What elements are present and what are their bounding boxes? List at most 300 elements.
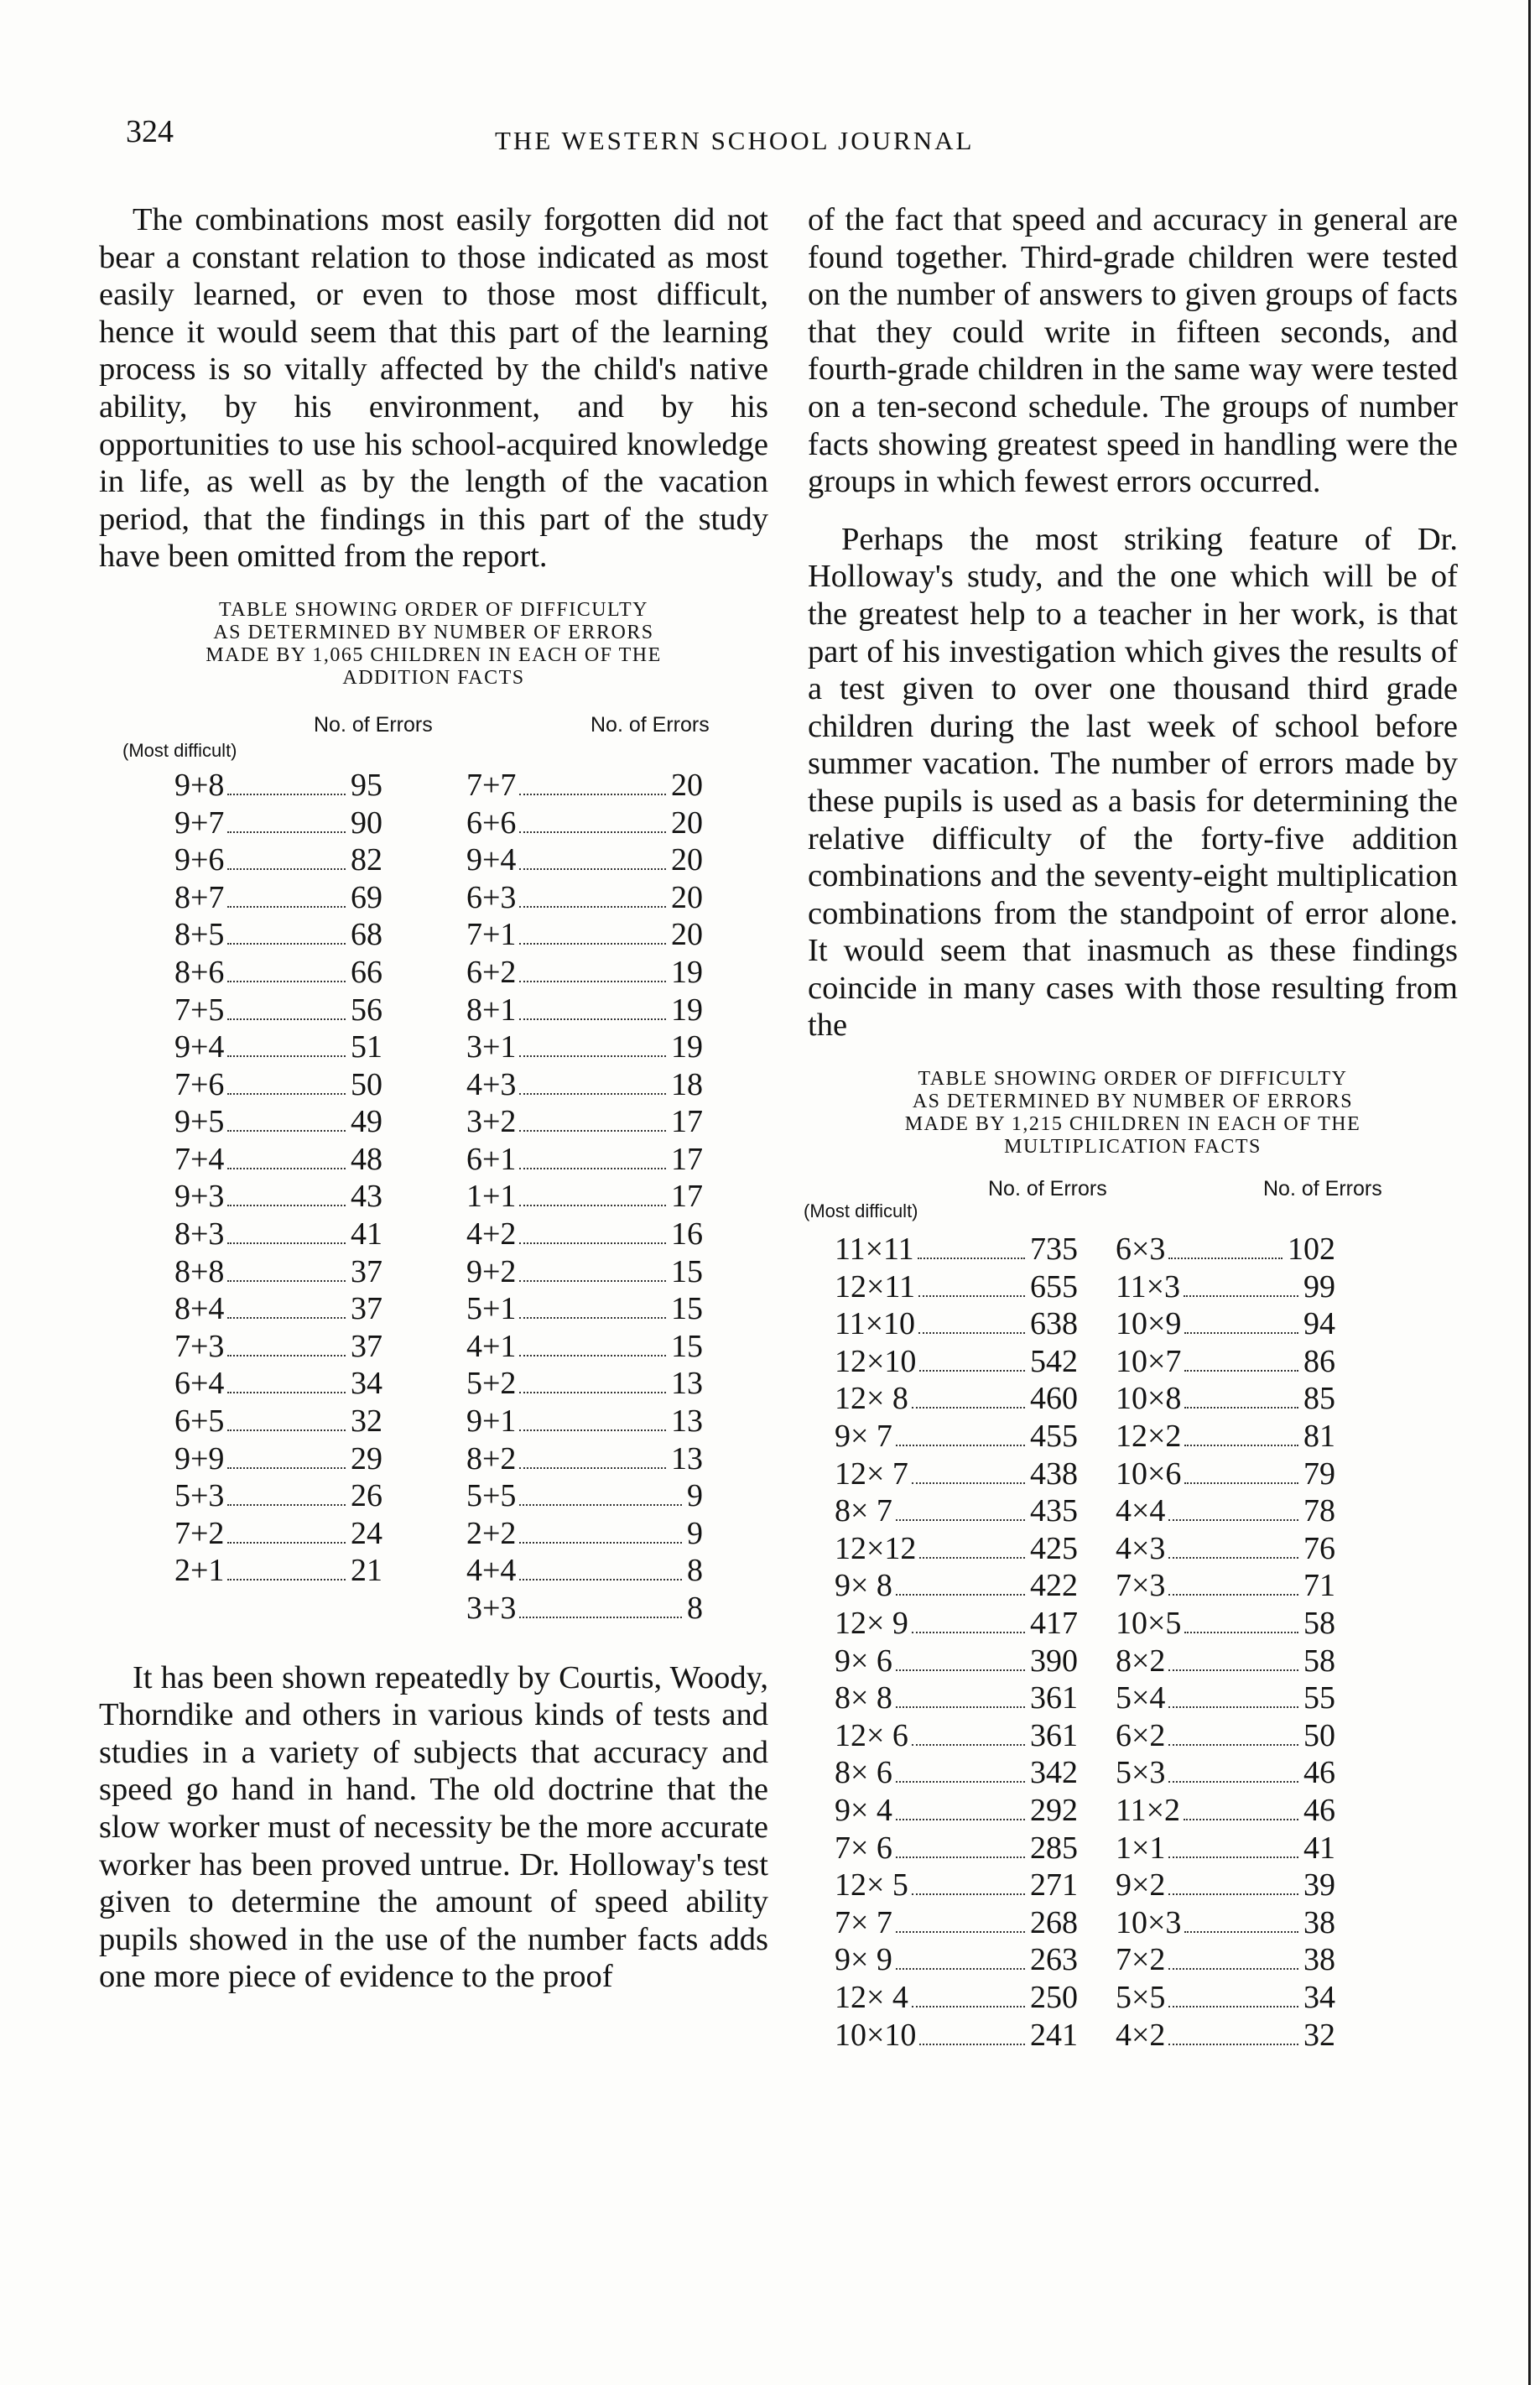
addition-row xyxy=(174,1028,382,1066)
addition-row xyxy=(174,805,382,842)
addition-fact: 4+2 xyxy=(466,1216,517,1252)
multiplication-errors: 638 xyxy=(1030,1306,1078,1342)
dot-leader xyxy=(227,1504,346,1506)
addition-row xyxy=(174,1103,382,1141)
addition-fact: 1+1 xyxy=(466,1179,517,1215)
multiplication-fact: 9× 9 xyxy=(835,1942,892,1978)
dot-leader xyxy=(519,1504,682,1506)
dot-leader xyxy=(227,1392,346,1393)
addition-fact: 8+4 xyxy=(174,1291,225,1327)
multiplication-row xyxy=(835,1605,1078,1643)
multiplication-fact: 7×2 xyxy=(1116,1942,1166,1978)
multiplication-row xyxy=(835,1792,1078,1830)
addition-fact: 8+1 xyxy=(466,992,517,1028)
dot-leader xyxy=(227,831,346,833)
addition-fact: 9+8 xyxy=(174,767,225,803)
addition-fact: 9+4 xyxy=(466,842,517,878)
dot-leader xyxy=(519,1093,666,1095)
dot-leader xyxy=(519,1242,666,1244)
addition-row xyxy=(174,1403,382,1440)
dot-leader xyxy=(519,906,666,908)
dot-leader xyxy=(1184,1819,1298,1820)
multiplication-fact: 6×3 xyxy=(1116,1232,1166,1268)
multiplication-fact: 9×2 xyxy=(1116,1867,1166,1903)
addition-row xyxy=(466,1515,703,1553)
addition-row xyxy=(466,1066,703,1104)
addition-errors: 19 xyxy=(671,992,703,1028)
addition-fact: 9+2 xyxy=(466,1253,517,1289)
dot-leader xyxy=(227,1467,346,1469)
multiplication-fact: 11×11 xyxy=(835,1232,914,1268)
multiplication-table-header xyxy=(804,1177,1458,1231)
addition-table xyxy=(99,599,768,1627)
addition-fact: 8+8 xyxy=(174,1253,225,1289)
multiplication-errors: 79 xyxy=(1303,1455,1335,1492)
addition-errors: 9 xyxy=(687,1478,703,1514)
addition-fact: 6+6 xyxy=(466,805,517,841)
dot-leader xyxy=(519,831,666,833)
dot-leader xyxy=(1168,1856,1298,1858)
dot-leader xyxy=(1168,1706,1298,1708)
dot-leader xyxy=(227,1429,346,1431)
multiplication-fact: 5×5 xyxy=(1116,1979,1166,2015)
addition-errors: 48 xyxy=(351,1141,382,1177)
dot-leader xyxy=(1168,1594,1298,1596)
dot-leader xyxy=(519,1355,666,1357)
addition-row xyxy=(174,879,382,917)
multiplication-fact: 11×2 xyxy=(1116,1792,1181,1828)
addition-fact: 9+7 xyxy=(174,805,225,841)
multiplication-fact: 5×3 xyxy=(1116,1755,1166,1791)
addition-row xyxy=(466,1103,703,1141)
addition-column-2 xyxy=(466,767,703,1627)
addition-errors: 68 xyxy=(351,917,382,953)
addition-row xyxy=(466,1328,703,1366)
multiplication-fact: 10×6 xyxy=(1116,1455,1182,1492)
multiplication-fact: 12× 7 xyxy=(835,1455,908,1492)
addition-row xyxy=(174,1066,382,1104)
dot-leader xyxy=(896,1968,1025,1970)
multiplication-errors: 102 xyxy=(1288,1232,1335,1268)
addition-fact: 7+6 xyxy=(174,1066,225,1102)
dot-leader xyxy=(919,1557,1025,1559)
dot-leader xyxy=(1168,1744,1298,1746)
multiplication-row xyxy=(1116,1343,1335,1381)
multiplication-fact: 4×3 xyxy=(1116,1530,1166,1566)
multiplication-errors: 268 xyxy=(1030,1904,1078,1940)
multiplication-fact: 8× 8 xyxy=(835,1680,892,1716)
addition-fact: 8+3 xyxy=(174,1216,225,1252)
multiplication-errors: 99 xyxy=(1303,1268,1335,1304)
multiplication-errors: 422 xyxy=(1030,1568,1078,1604)
addition-errors: 37 xyxy=(351,1328,382,1364)
multiplication-fact: 9× 4 xyxy=(835,1792,892,1828)
multiplication-errors: 390 xyxy=(1030,1643,1078,1679)
addition-errors: 19 xyxy=(671,954,703,990)
addition-row xyxy=(466,1290,703,1328)
multiplication-errors: 81 xyxy=(1303,1419,1335,1455)
addition-row xyxy=(174,1178,382,1216)
addition-errors: 32 xyxy=(351,1403,382,1440)
addition-fact: 7+5 xyxy=(174,992,225,1028)
multiplication-row xyxy=(1116,1231,1335,1268)
addition-row xyxy=(174,1477,382,1515)
multiplication-row xyxy=(835,1941,1078,1979)
addition-row xyxy=(174,1515,382,1553)
multiplication-fact: 7×3 xyxy=(1116,1568,1166,1604)
addition-row xyxy=(466,1440,703,1478)
dot-leader xyxy=(227,1280,346,1282)
multiplication-errors: 38 xyxy=(1303,1942,1335,1978)
multiplication-row xyxy=(1116,1643,1335,1680)
addition-fact: 5+3 xyxy=(174,1478,225,1514)
addition-errors: 24 xyxy=(351,1515,382,1551)
multiplication-fact: 9× 7 xyxy=(835,1419,892,1455)
multiplication-row xyxy=(1116,1567,1335,1605)
dot-leader xyxy=(227,1093,346,1095)
multiplication-errors: 460 xyxy=(1030,1381,1078,1417)
running-head: THE WESTERN SCHOOL JOURNAL xyxy=(495,126,975,155)
dot-leader xyxy=(896,1856,1025,1858)
addition-errors: 37 xyxy=(351,1253,382,1289)
dot-leader xyxy=(519,1542,682,1544)
addition-fact: 7+4 xyxy=(174,1141,225,1177)
addition-row xyxy=(174,1328,382,1366)
multiplication-errors: 241 xyxy=(1030,2017,1078,2053)
addition-errors: 8 xyxy=(687,1591,703,1626)
dot-leader xyxy=(912,1632,1025,1633)
multiplication-col2-header: No. of Errors xyxy=(1263,1177,1382,1201)
addition-col2-header: No. of Errors xyxy=(591,712,710,737)
multiplication-errors: 71 xyxy=(1303,1568,1335,1604)
dot-leader xyxy=(227,1579,346,1580)
multiplication-row xyxy=(835,1643,1078,1680)
dot-leader xyxy=(896,1594,1025,1596)
dot-leader xyxy=(519,794,666,795)
multiplication-fact: 11×3 xyxy=(1116,1268,1181,1304)
addition-errors: 20 xyxy=(671,767,703,803)
multiplication-errors: 455 xyxy=(1030,1419,1078,1455)
multiplication-row xyxy=(1116,1754,1335,1792)
addition-errors: 15 xyxy=(671,1253,703,1289)
dot-leader xyxy=(912,1482,1025,1484)
addition-fact: 3+1 xyxy=(466,1029,517,1065)
multiplication-fact: 5×4 xyxy=(1116,1680,1166,1716)
dot-leader xyxy=(519,1055,666,1057)
addition-errors: 17 xyxy=(671,1141,703,1177)
dot-leader xyxy=(227,1055,346,1057)
multiplication-errors: 417 xyxy=(1030,1606,1078,1641)
addition-errors: 19 xyxy=(671,1029,703,1065)
addition-row xyxy=(174,1253,382,1291)
multiplication-row xyxy=(835,1492,1078,1530)
addition-table-header xyxy=(99,713,768,767)
multiplication-fact: 10×7 xyxy=(1116,1343,1182,1379)
dot-leader xyxy=(1184,1295,1298,1297)
dot-leader xyxy=(519,868,666,870)
dot-leader xyxy=(227,1355,346,1357)
multiplication-row xyxy=(835,1305,1078,1343)
multiplication-fact: 8× 7 xyxy=(835,1493,892,1529)
addition-fact: 8+6 xyxy=(174,954,225,990)
multiplication-row xyxy=(835,1231,1078,1268)
dot-leader xyxy=(227,794,346,795)
addition-row xyxy=(466,1178,703,1216)
addition-most-difficult: (Most difficult) xyxy=(122,739,237,761)
addition-errors: 26 xyxy=(351,1478,382,1514)
addition-col1-header: No. of Errors xyxy=(314,712,433,737)
addition-fact: 9+9 xyxy=(174,1440,225,1476)
multiplication-errors: 342 xyxy=(1030,1755,1078,1791)
addition-column-1 xyxy=(174,767,382,1627)
multiplication-errors: 50 xyxy=(1303,1717,1335,1753)
addition-fact: 9+3 xyxy=(174,1179,225,1215)
multiplication-fact: 12×12 xyxy=(835,1530,917,1566)
addition-fact: 2+2 xyxy=(466,1515,517,1551)
dot-leader xyxy=(227,1317,346,1319)
multiplication-fact: 10×8 xyxy=(1116,1381,1182,1417)
addition-fact: 9+1 xyxy=(466,1403,517,1440)
addition-fact: 9+6 xyxy=(174,842,225,878)
multiplication-table xyxy=(804,1068,1458,2054)
addition-row xyxy=(174,992,382,1029)
addition-row xyxy=(466,879,703,917)
addition-errors: 17 xyxy=(671,1104,703,1140)
addition-fact: 5+1 xyxy=(466,1291,517,1327)
multiplication-fact: 9× 8 xyxy=(835,1568,892,1604)
addition-errors: 49 xyxy=(351,1104,382,1140)
addition-fact: 8+5 xyxy=(174,917,225,953)
addition-errors: 17 xyxy=(671,1179,703,1215)
dot-leader xyxy=(1168,1968,1298,1970)
multiplication-row xyxy=(1116,1455,1335,1493)
multiplication-row xyxy=(835,1867,1078,1904)
addition-row xyxy=(466,992,703,1029)
addition-fact: 5+5 xyxy=(466,1478,517,1514)
multiplication-row xyxy=(1116,1904,1335,1942)
multiplication-fact: 11×10 xyxy=(835,1306,916,1342)
multiplication-row xyxy=(835,1418,1078,1455)
addition-row xyxy=(466,805,703,842)
multiplication-column-1 xyxy=(835,1231,1078,2054)
addition-errors: 90 xyxy=(351,805,382,841)
dot-leader xyxy=(519,981,666,982)
multiplication-fact: 10×9 xyxy=(1116,1306,1182,1342)
multiplication-row xyxy=(835,1343,1078,1381)
addition-fact: 4+4 xyxy=(466,1553,517,1589)
multiplication-errors: 38 xyxy=(1303,1904,1335,1940)
multiplication-errors: 58 xyxy=(1303,1606,1335,1641)
addition-row xyxy=(174,841,382,879)
dot-leader xyxy=(896,1519,1025,1521)
dot-leader xyxy=(896,1445,1025,1446)
addition-row xyxy=(466,1477,703,1515)
multiplication-row xyxy=(835,1717,1078,1755)
addition-row xyxy=(466,1403,703,1440)
addition-fact: 6+4 xyxy=(174,1366,225,1402)
addition-fact: 4+3 xyxy=(466,1066,517,1102)
addition-row xyxy=(174,1365,382,1403)
multiplication-fact: 12×2 xyxy=(1116,1419,1182,1455)
addition-table-grid xyxy=(99,767,768,1627)
addition-errors: 16 xyxy=(671,1216,703,1252)
addition-errors: 41 xyxy=(351,1216,382,1252)
multiplication-fact: 7× 6 xyxy=(835,1830,892,1866)
dot-leader xyxy=(918,1332,1025,1334)
dot-leader xyxy=(918,1295,1025,1297)
addition-row xyxy=(174,1290,382,1328)
dot-leader xyxy=(1168,2006,1298,2007)
dot-leader xyxy=(519,1168,666,1169)
multiplication-fact: 8×2 xyxy=(1116,1643,1166,1679)
multiplication-row xyxy=(835,1268,1078,1306)
dot-leader xyxy=(519,1280,666,1282)
dot-leader xyxy=(1184,1632,1298,1633)
multiplication-row xyxy=(835,1904,1078,1942)
addition-row xyxy=(466,1028,703,1066)
multiplication-row xyxy=(835,1567,1078,1605)
dot-leader xyxy=(1184,1445,1298,1446)
dot-leader xyxy=(519,1467,666,1469)
dot-leader xyxy=(918,1258,1025,1259)
dot-leader xyxy=(227,868,346,870)
multiplication-errors: 39 xyxy=(1303,1867,1335,1903)
right-paragraph-continued: of the fact that speed and accuracy in general are found together. Third-grade children were tested on the number of answers to given groups of facts that they could write in fifteen seconds, and fourth-grade children in the same way were tested on a ten-second schedule. The groups of number facts showing greatest speed in handling were the groups in which fewest errors occurred. xyxy=(808,202,1458,500)
dot-leader xyxy=(227,1205,346,1206)
dot-leader xyxy=(912,2006,1025,2007)
multiplication-errors: 34 xyxy=(1303,1979,1335,2015)
multiplication-row xyxy=(1116,1268,1335,1306)
multiplication-errors: 735 xyxy=(1030,1232,1078,1268)
dot-leader xyxy=(1168,1258,1282,1259)
dot-leader xyxy=(1168,1519,1298,1521)
multiplication-errors: 271 xyxy=(1030,1867,1078,1903)
dot-leader xyxy=(1168,1893,1298,1895)
multiplication-errors: 438 xyxy=(1030,1455,1078,1492)
multiplication-errors: 285 xyxy=(1030,1830,1078,1866)
dot-leader xyxy=(227,906,346,908)
multiplication-fact: 12× 9 xyxy=(835,1606,908,1641)
dot-leader xyxy=(227,981,346,982)
multiplication-fact: 12× 4 xyxy=(835,1979,908,2015)
addition-fact: 7+1 xyxy=(466,917,517,953)
right-paragraph-2: Perhaps the most striking feature of Dr. Holloway's study, and the one which will be of the greatest help to a teacher in her work, is that part of his investigation which gives the results of a test given to over one thousand third grade children during the last week of school before summer vacation. The number of errors made by these pupils is used as a basis for determining the relative difficulty of the forty-five addition combinations and the seventy-eight multiplication combinations from the standpoint of error alone. It would seem that inasmuch as these findings coincide in many cases with those resulting from the xyxy=(808,521,1458,1044)
multiplication-errors: 361 xyxy=(1030,1717,1078,1753)
addition-fact: 6+2 xyxy=(466,954,517,990)
dot-leader xyxy=(227,1168,346,1169)
multiplication-errors: 41 xyxy=(1303,1830,1335,1866)
multiplication-fact: 7× 7 xyxy=(835,1904,892,1940)
multiplication-row xyxy=(1116,1979,1335,2017)
multiplication-errors: 32 xyxy=(1303,2017,1335,2053)
multiplication-fact: 12× 8 xyxy=(835,1381,908,1417)
dot-leader xyxy=(1168,1781,1298,1783)
addition-row xyxy=(466,1552,703,1590)
addition-row xyxy=(174,767,382,805)
dot-leader xyxy=(519,1130,666,1132)
dot-leader xyxy=(227,943,346,945)
addition-row xyxy=(174,954,382,992)
left-column xyxy=(99,201,768,1996)
multiplication-errors: 55 xyxy=(1303,1680,1335,1716)
addition-row xyxy=(466,954,703,992)
addition-row xyxy=(466,1141,703,1179)
dot-leader xyxy=(896,1819,1025,1820)
multiplication-errors: 76 xyxy=(1303,1530,1335,1566)
dot-leader xyxy=(912,1744,1025,1746)
right-column xyxy=(804,201,1458,2054)
addition-errors: 13 xyxy=(671,1403,703,1440)
addition-fact: 6+5 xyxy=(174,1403,225,1440)
multiplication-errors: 250 xyxy=(1030,1979,1078,2015)
addition-row xyxy=(466,1253,703,1291)
addition-fact: 3+2 xyxy=(466,1104,517,1140)
multiplication-fact: 12× 6 xyxy=(835,1717,908,1753)
addition-row xyxy=(466,916,703,954)
dot-leader xyxy=(1184,1407,1298,1409)
multiplication-table-caption: TABLE SHOWING ORDER OF DIFFICULTY AS DETERMINED BY NUMBER OF ERRORS MADE BY 1,215 CHILDREN IN EACH OF THE MULTIPLICATION FACTS xyxy=(904,1068,1361,1159)
dot-leader xyxy=(896,1781,1025,1783)
multiplication-fact: 10×10 xyxy=(835,2017,917,2053)
multiplication-fact: 4×4 xyxy=(1116,1493,1166,1529)
addition-fact: 8+2 xyxy=(466,1440,517,1476)
addition-errors: 50 xyxy=(351,1066,382,1102)
left-paragraph-1: The combinations most easily forgotten did not bear a constant relation to those indicated as most easily learned, or even to those most difficult, hence it would seem that this part of the learning process is so vitally affected by the child's native ability, by his environment, and by his opportunities to use his school-acquired knowledge in life, as well as by the length of the vacation period, that the findings in this part of the study have been omitted from the report. xyxy=(99,202,768,575)
multiplication-row xyxy=(1116,1792,1335,1830)
dot-leader xyxy=(1184,1332,1298,1334)
addition-errors: 15 xyxy=(671,1328,703,1364)
addition-row xyxy=(174,916,382,954)
multiplication-row xyxy=(835,1979,1078,2017)
dot-leader xyxy=(1168,2044,1298,2045)
multiplication-row xyxy=(1116,1530,1335,1568)
addition-errors: 20 xyxy=(671,842,703,878)
multiplication-row xyxy=(1116,1941,1335,1979)
dot-leader xyxy=(519,1205,666,1206)
addition-fact: 7+2 xyxy=(174,1515,225,1551)
addition-fact: 7+3 xyxy=(174,1328,225,1364)
multiplication-fact: 12× 5 xyxy=(835,1867,908,1903)
multiplication-fact: 12×11 xyxy=(835,1268,916,1304)
multiplication-row xyxy=(1116,1717,1335,1755)
dot-leader xyxy=(519,1317,666,1319)
multiplication-fact: 12×10 xyxy=(835,1343,917,1379)
multiplication-table-grid xyxy=(808,1231,1458,2054)
dot-leader xyxy=(227,1542,346,1544)
multiplication-errors: 46 xyxy=(1303,1792,1335,1828)
multiplication-errors: 263 xyxy=(1030,1942,1078,1978)
addition-row xyxy=(174,1440,382,1478)
multiplication-errors: 655 xyxy=(1030,1268,1078,1304)
addition-fact: 8+7 xyxy=(174,879,225,915)
multiplication-errors: 86 xyxy=(1303,1343,1335,1379)
multiplication-fact: 4×2 xyxy=(1116,2017,1166,2053)
addition-row xyxy=(174,1552,382,1590)
multiplication-column-2 xyxy=(1116,1231,1335,2054)
left-paragraph-2: It has been shown repeatedly by Courtis, Woody, Thorndike and others in various kinds of tests and studies in a variety of subjects that accuracy and speed go hand in hand. The old doctrine that the slow worker must of necessity be the more accurate worker has been proved untrue. Dr. Holloway's test given to determine the amount of speed ability pupils showed in the use of the number facts adds one more piece of evidence to the proof xyxy=(99,1659,768,1995)
multiplication-fact: 10×5 xyxy=(1116,1606,1182,1641)
addition-row xyxy=(174,1216,382,1253)
addition-errors: 15 xyxy=(671,1291,703,1327)
addition-errors: 43 xyxy=(351,1179,382,1215)
dot-leader xyxy=(919,1370,1025,1372)
page-edge-rule xyxy=(1528,0,1531,2385)
addition-errors: 20 xyxy=(671,879,703,915)
multiplication-errors: 542 xyxy=(1030,1343,1078,1379)
dot-leader xyxy=(912,1893,1025,1895)
multiplication-row xyxy=(835,1679,1078,1717)
addition-errors: 37 xyxy=(351,1291,382,1327)
